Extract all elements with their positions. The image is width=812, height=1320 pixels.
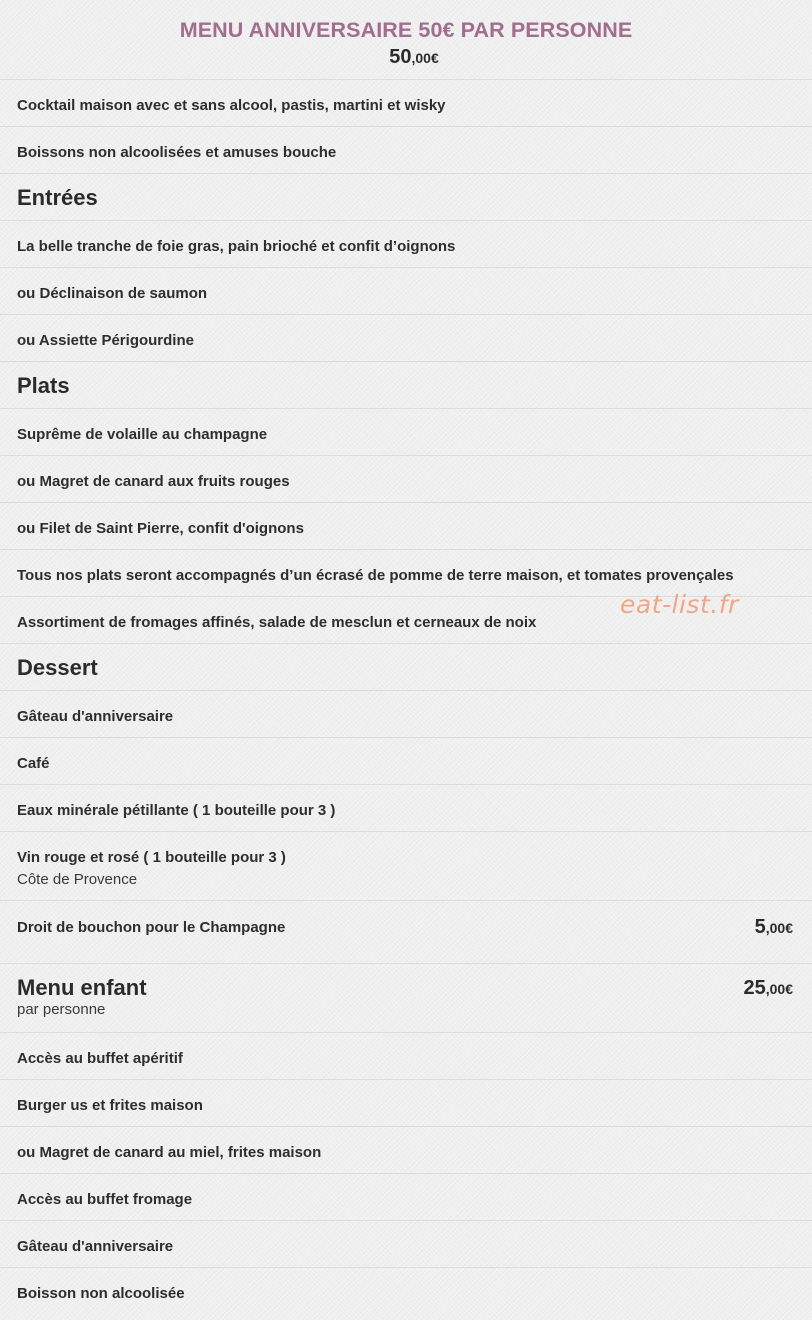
menu-item-name: ou Magret de canard au miel, frites maison (17, 1144, 322, 1161)
price-int: 25 (743, 977, 766, 999)
menu-item (0, 503, 812, 550)
menu-item-name: Tous nos plats seront accompagnés d’un écrasé de pomme de terre maison, et tomates provençales (17, 567, 734, 584)
menu-item-name: ou Magret de canard aux fruits rouges (17, 473, 290, 490)
menu-item-corkage (0, 901, 812, 964)
menu-item-name: ou Filet de Saint Pierre, confit d'oignons (17, 520, 304, 537)
menu-item-name: Cocktail maison avec et sans alcool, pastis, martini et wisky (17, 97, 446, 114)
menu-item-name: Boisson non alcoolisée (17, 1285, 185, 1302)
menu-item-name: ou Assiette Périgourdine (17, 332, 194, 349)
section-title: Dessert (17, 655, 98, 680)
menu-item-description: Côte de Provence (17, 871, 138, 888)
menu-header (0, 0, 812, 80)
menu-item (0, 738, 812, 785)
section-title: Menu enfant (17, 975, 147, 1000)
section-subtitle: par personne (17, 1001, 106, 1018)
menu-item-name: Gâteau d'anniversaire (17, 1238, 174, 1255)
section-menu-enfant (0, 964, 812, 1033)
menu-item-name: La belle tranche de foie gras, pain brioché et confit d’oignons (17, 238, 456, 255)
price-dec: ,00€ (765, 981, 793, 997)
section-dessert (0, 644, 812, 691)
menu-item (0, 691, 812, 738)
menu-item-name: Accès au buffet apéritif (17, 1050, 183, 1067)
menu-price-int: 50 (389, 46, 412, 68)
menu-item-name: Droit de bouchon pour le Champagne (17, 919, 286, 936)
menu-item (0, 1174, 812, 1221)
menu-item-name: Café (17, 755, 50, 772)
menu-item (0, 409, 812, 456)
menu-item (0, 1127, 812, 1174)
menu-item-name: Assortiment de fromages affinés, salade de mesclun et cerneaux de noix (17, 614, 537, 631)
menu-item-name: Suprême de volaille au champagne (17, 426, 268, 443)
menu-item-price (755, 915, 793, 941)
menu-item (0, 268, 812, 315)
section-title: Entrées (17, 185, 98, 210)
section-plats (0, 362, 812, 409)
menu-item (0, 80, 812, 127)
menu-item (0, 456, 812, 503)
menu-item (0, 1033, 812, 1080)
section-title: Plats (17, 373, 70, 398)
menu-item (0, 127, 812, 174)
menu-price-dec: ,00€ (411, 50, 439, 66)
menu-item-name: Boissons non alcoolisées et amuses bouche (17, 144, 337, 161)
menu-item (0, 1268, 812, 1315)
menu-item-name: Vin rouge et rosé ( 1 bouteille pour 3 ) (17, 849, 286, 866)
menu-item (0, 1080, 812, 1127)
price-dec: ,00€ (765, 920, 793, 936)
menu-item-name: ou Déclinaison de saumon (17, 285, 208, 302)
menu-item-name: Accès au buffet fromage (17, 1191, 193, 1208)
menu-item (0, 221, 812, 268)
price-int: 5 (754, 916, 766, 938)
menu-item (0, 785, 812, 832)
menu-item-name: Burger us et frites maison (17, 1097, 203, 1114)
menu-item-name: Gâteau d'anniversaire (17, 708, 174, 725)
section-entrees (0, 174, 812, 221)
menu-item-name: Eaux minérale pétillante ( 1 bouteille pour 3 ) (17, 802, 336, 819)
menu-item-wine (0, 832, 812, 901)
menu-title: MENU ANNIVERSAIRE 50€ PAR PERSONNE (179, 18, 633, 42)
menu-item (0, 1221, 812, 1268)
menu-price (0, 45, 812, 70)
menu-item (0, 315, 812, 362)
watermark: eat-list.fr (620, 590, 739, 619)
menu-enfant-price (744, 976, 794, 1002)
